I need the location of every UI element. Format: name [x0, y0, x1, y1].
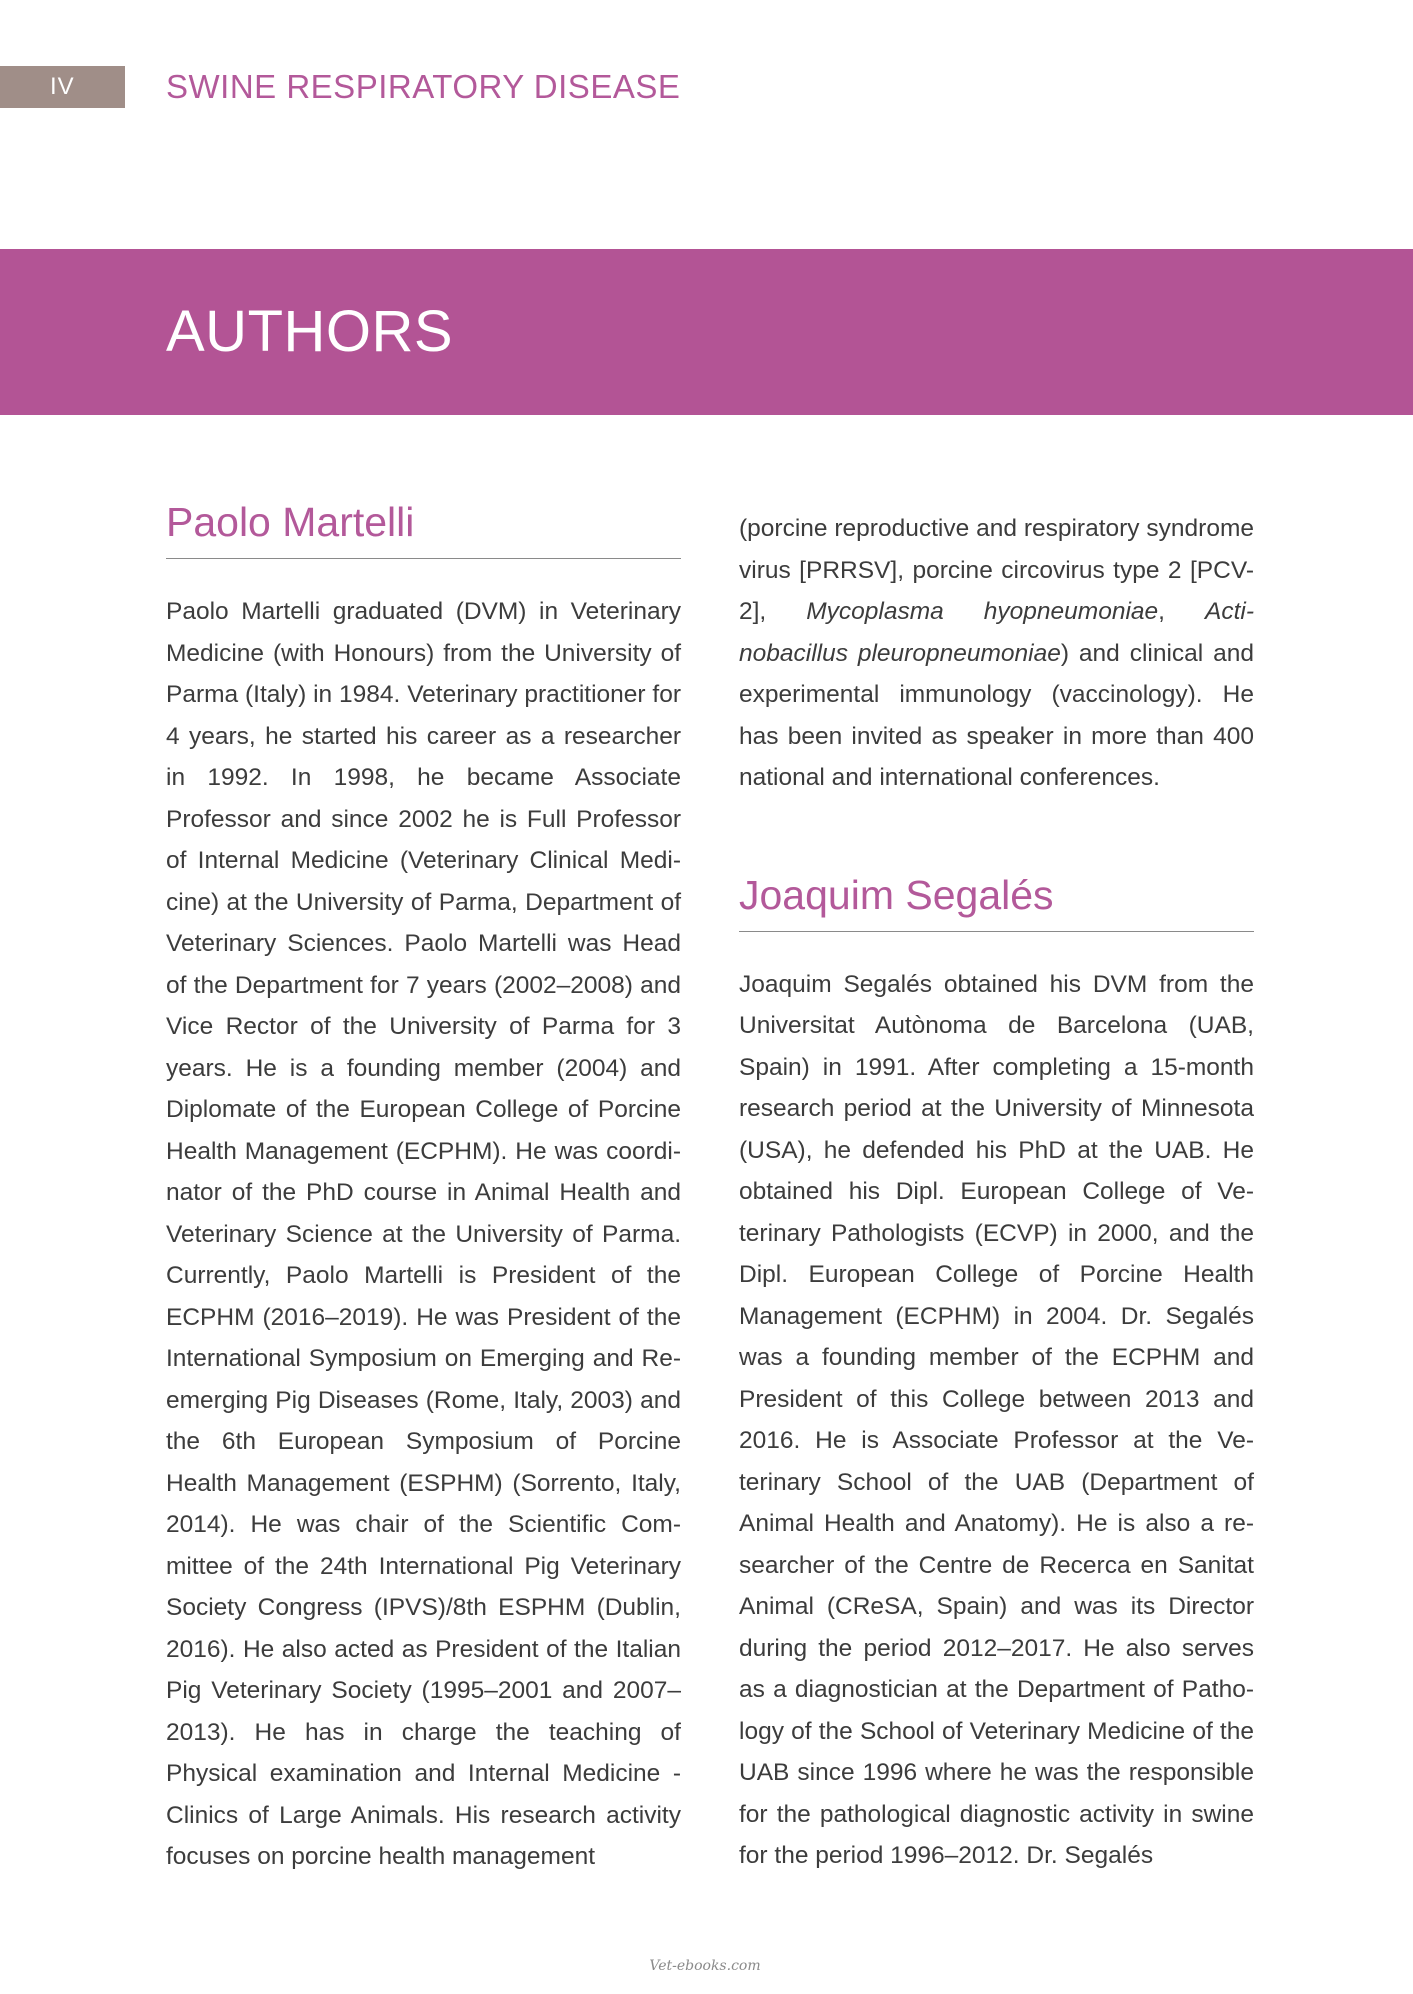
organism-name: Mycoplasma hyopneumoniae: [806, 598, 1159, 625]
author-name-segales: Joaquim Segalés: [739, 869, 1254, 932]
section-title: AUTHORS: [166, 299, 454, 364]
watermark-text: Vet-ebooks.com: [649, 1958, 761, 1974]
author-bio-martelli: Paolo Martelli graduated (DVM) in Veterinary Medicine (with Honours) from the University of Parma (Italy) in 1984. Veterinary practitioner for 4 years, he started his career as a researcher in 1992. In 1998, he became Associate Professor and since 2002 he is Full Professor of Internal Medicine (Veterinary Clinical Medicine) at the University of Parma, Department of Veterinary Sciences. Paolo Martelli was Head of the Department for 7 years (2002–2008) and Vice Rector of the University of Parma for 3 years. He is a founding member (2004) and Diplomate of the European College of Porcine Health Management (ECPHM). He was coordinator of the PhD course in Animal Health and Veterinary Science at the University of Parma. Currently, Paolo Martelli is President of the ECPHM (2016–2019). He was President of the International Symposium on Emerging and Re-emerging Pig Diseases (Rome, Italy, 2003) and the 6th European Symposium of Porcine Health Management (ESPHM) (Sorrento, Italy, 2014). He was chair of the Scientific Committee of the 24th International Pig Veterinary Society Congress (IPVS)/8th ESPHM (Dublin, 2016). He also acted as President of the Italian Pig Veterinary Society (1995–2001 and 2007–2013). He has in charge the teaching of Physical examination and Internal Medicine - Clinics of Large Animals. His research activity focuses on porcine health management: [166, 598, 681, 1870]
bio-text: ) and clinical and experimental immunology (vaccinology). He has been invited as speaker in more than 400 national and international conferences.: [739, 639, 1255, 791]
bio-text: ,: [1158, 598, 1205, 625]
running-title: SWINE RESPIRATORY DISEASE: [166, 68, 681, 105]
author-bio-martelli-continued: [739, 508, 1254, 799]
author-name-martelli: Paolo Martelli: [166, 496, 681, 559]
left-column: [166, 496, 681, 1878]
bio-text: (porcine reproductive and respiratory syndrome virus [PRRSV], porcine circovirus type 2 [PCV-2],: [739, 515, 1254, 625]
organism-name: Actinobacillus pleuropneumoniae: [739, 598, 1254, 667]
author-bio-segales: Joaquim Segalés obtained his DVM from the Universitat Autònoma de Barcelona (UAB, Spain) in 1991. After completing a 15-month research period at the University of Minnesota (USA), he defended his PhD at the UAB. He obtained his Dipl. European College of Veterinary Pathologists (ECVP) in 2000, and the Dipl. European College of Porcine Health Management (ECPHM) in 2004. Dr. Segalés was a founding member of the ECPHM and President of this College between 2013 and 2016. He is Associate Professor at the Veterinary School of the UAB (Department of Animal Health and Anatomy). He is also a researcher of the Centre de Recerca en Sanitat Animal (CReSA, Spain) and was its Director during the period 2012–2017. He also serves as a diagnostician at the Department of Pathology of the School of Veterinary Medicine of the UAB since 1996 where he was the responsible for the pathological diagnostic activity in swine for the period 1996–2012. Dr. Segalés: [739, 970, 1254, 1869]
page-number-tab: IV: [0, 66, 125, 108]
right-column: [739, 508, 1254, 1877]
watermark-logo: [630, 1950, 780, 1980]
